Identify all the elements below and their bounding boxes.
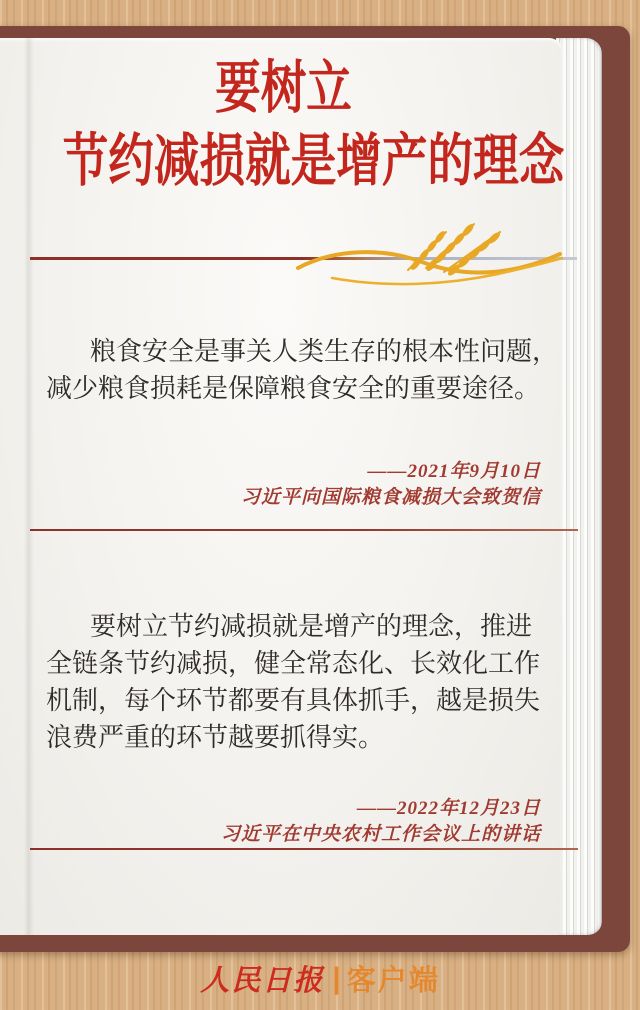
quote-2-line: 浪费严重的环节越要抓得实。 <box>46 723 385 752</box>
page-title <box>0 52 566 198</box>
attribution-1-source: 习近平向国际粮食减损大会致贺信 <box>240 487 541 508</box>
quote-1-line: 减少粮食损耗是保障粮食安全的重要途径。 <box>46 374 541 403</box>
section-divider-2 <box>30 848 578 850</box>
client-label: 客户端 <box>346 965 440 997</box>
quote-1-line: 粮食安全是事关人类生存的根本性问题， <box>90 337 559 366</box>
quote-1 <box>46 333 558 407</box>
footer-logo <box>0 958 640 999</box>
logo-separator: | <box>332 962 341 995</box>
quote-2-line: 全链条节约减损，健全常态化、长效化工作 <box>46 649 541 678</box>
quote-2-line: 要树立节约减损就是增产的理念，推进 <box>90 612 533 641</box>
title-line-2: 节约减损就是增产的理念 <box>62 129 565 193</box>
attribution-2 <box>0 796 541 848</box>
title-line-1: 要树立 <box>214 56 352 120</box>
attribution-2-source: 习近平在中央农村工作会议上的讲话 <box>220 824 541 845</box>
wheat-ornament-icon <box>296 218 564 288</box>
section-divider-1 <box>30 529 578 531</box>
attribution-1 <box>0 459 541 511</box>
attribution-1-date: ——2021年9月10日 <box>367 461 541 482</box>
peoples-daily-logo: 人民日报 <box>200 965 325 997</box>
quote-2 <box>46 608 540 756</box>
quote-2-line: 机制，每个环节都要有具体抓手，越是损失 <box>46 686 541 715</box>
attribution-2-date: ——2022年12月23日 <box>356 798 541 819</box>
